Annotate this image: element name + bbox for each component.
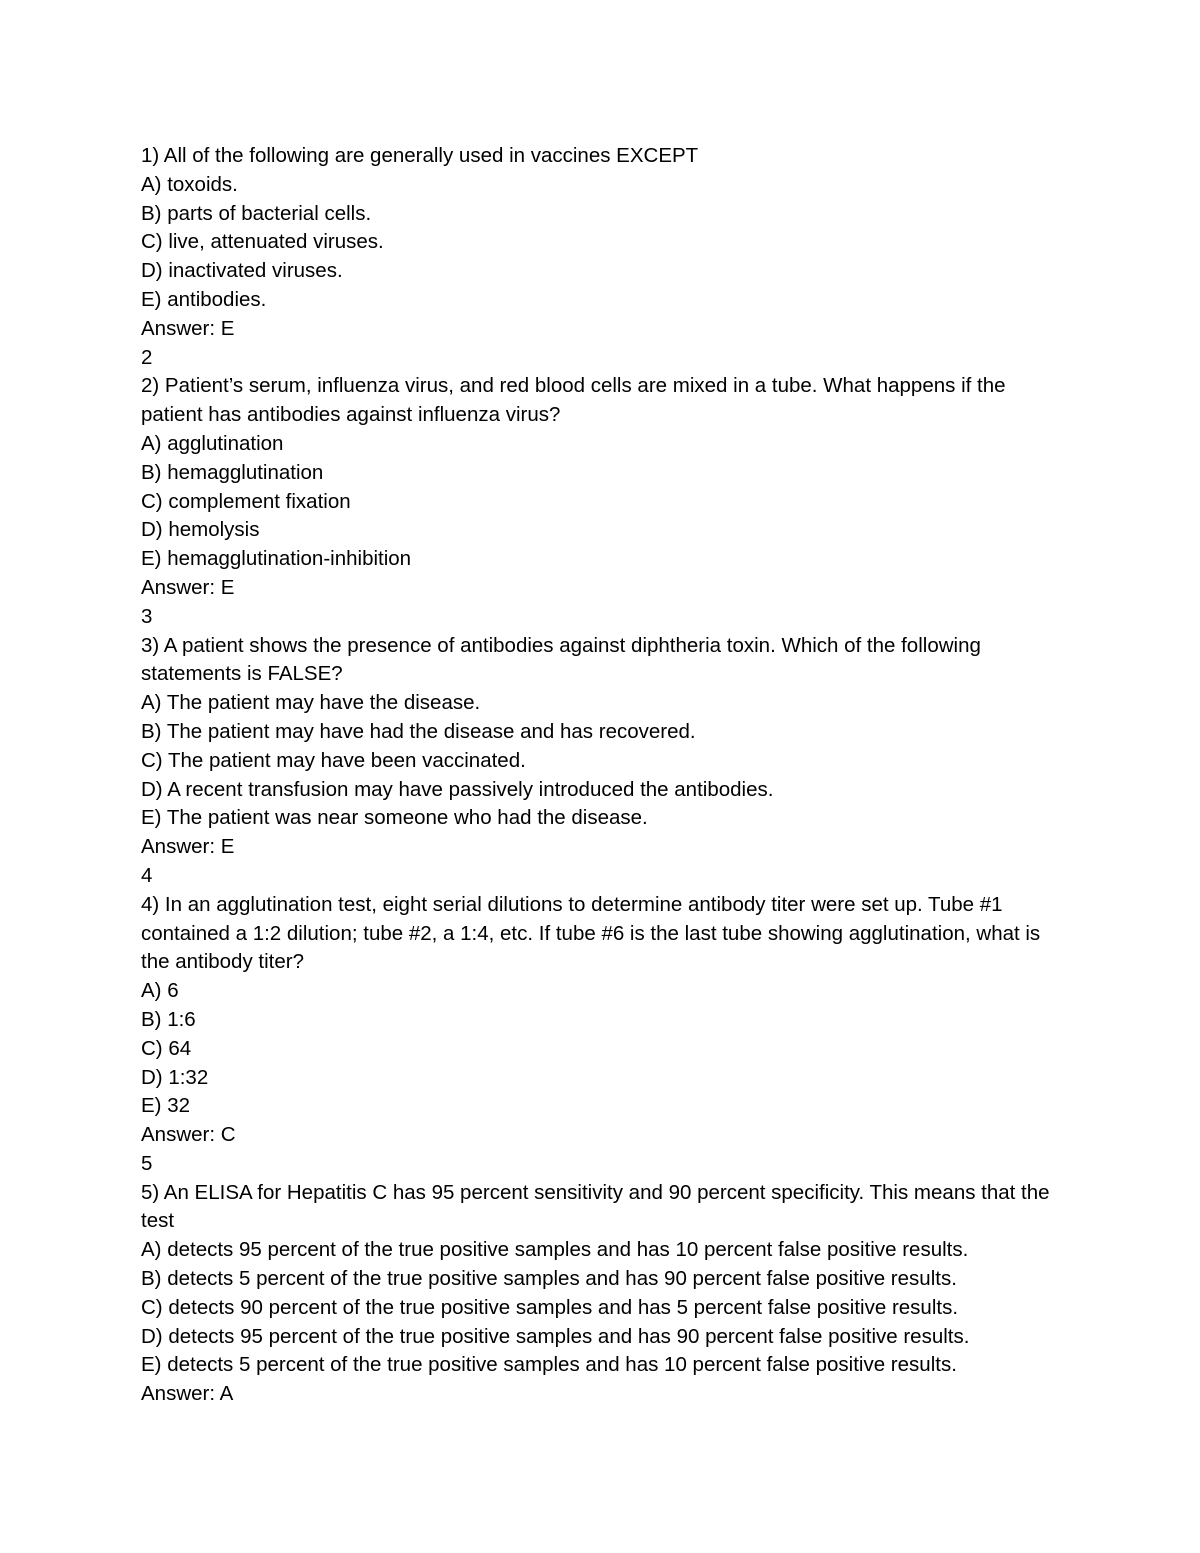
question-2-option-a: A) agglutination — [141, 431, 284, 455]
question-1-option-a: A) toxoids. — [141, 172, 238, 196]
question-5-option-a: A) detects 95 percent of the true positive samples and has 10 percent false positive results. — [141, 1238, 969, 1262]
question-1-answer: Answer: E — [141, 316, 235, 340]
question-5-option-e: E) detects 5 percent of the true positive samples and has 10 percent false positive results. — [141, 1353, 957, 1377]
question-4-option-d: D) 1:32 — [141, 1065, 209, 1089]
question-5-answer: Answer: A — [141, 1382, 234, 1406]
question-2-stem: 2) Patient’s serum, influenza virus, and red blood cells are mixed in a tube. What happens if the patient has antibodies against influenza virus? — [141, 374, 1006, 427]
question-3-option-b: B) The patient may have had the disease and has recovered. — [141, 719, 696, 743]
question-5-number: 5 — [141, 1151, 153, 1175]
question-5-option-b: B) detects 5 percent of the true positive samples and has 90 percent false positive results. — [141, 1267, 957, 1291]
question-1-option-d: D) inactivated viruses. — [141, 259, 343, 283]
question-4-option-b: B) 1:6 — [141, 1007, 196, 1031]
question-3-option-d: D) A recent transfusion may have passively introduced the antibodies. — [141, 777, 774, 801]
question-3-option-e: E) The patient was near someone who had the disease. — [141, 806, 648, 830]
question-4-option-a: A) 6 — [141, 979, 179, 1003]
question-2-option-c: C) complement fixation — [141, 489, 351, 513]
question-4-option-e: E) 32 — [141, 1094, 190, 1118]
question-2-option-e: E) hemagglutination-inhibition — [141, 547, 412, 571]
question-1-option-e: E) antibodies. — [141, 287, 267, 311]
question-3-option-c: C) The patient may have been vaccinated. — [141, 748, 526, 772]
question-2-option-d: D) hemolysis — [141, 518, 260, 542]
question-5-option-d: D) detects 95 percent of the true positive samples and has 90 percent false positive results. — [141, 1324, 970, 1348]
document-page — [141, 142, 1071, 1409]
question-4-answer: Answer: C — [141, 1123, 236, 1147]
question-3-stem: 3) A patient shows the presence of antibodies against diphtheria toxin. Which of the following statements is FALSE? — [141, 633, 981, 686]
question-3-number: 3 — [141, 604, 153, 628]
question-2-number: 2 — [141, 345, 153, 369]
question-3-option-a: A) The patient may have the disease. — [141, 691, 481, 715]
question-1-option-b: B) parts of bacterial cells. — [141, 201, 372, 225]
question-2-option-b: B) hemagglutination — [141, 460, 324, 484]
question-5-option-c: C) detects 90 percent of the true positive samples and has 5 percent false positive results. — [141, 1295, 959, 1319]
question-5-stem: 5) An ELISA for Hepatitis C has 95 percent sensitivity and 90 percent specificity. This means that the test — [141, 1180, 1050, 1233]
question-1-stem: 1) All of the following are generally used in vaccines EXCEPT — [141, 144, 699, 167]
question-2-answer: Answer: E — [141, 575, 235, 599]
question-4-number: 4 — [141, 863, 153, 887]
question-1-option-c: C) live, attenuated viruses. — [141, 230, 384, 254]
question-3-answer: Answer: E — [141, 835, 235, 859]
question-4-option-c: C) 64 — [141, 1036, 192, 1060]
question-4-stem: 4) In an agglutination test, eight serial dilutions to determine antibody titer were set up. Tube #1 contained a 1:2 dilution; tube #2, a 1:4, etc. If tube #6 is the last tube showing agglutination, what is the antibody titer? — [141, 892, 1041, 974]
